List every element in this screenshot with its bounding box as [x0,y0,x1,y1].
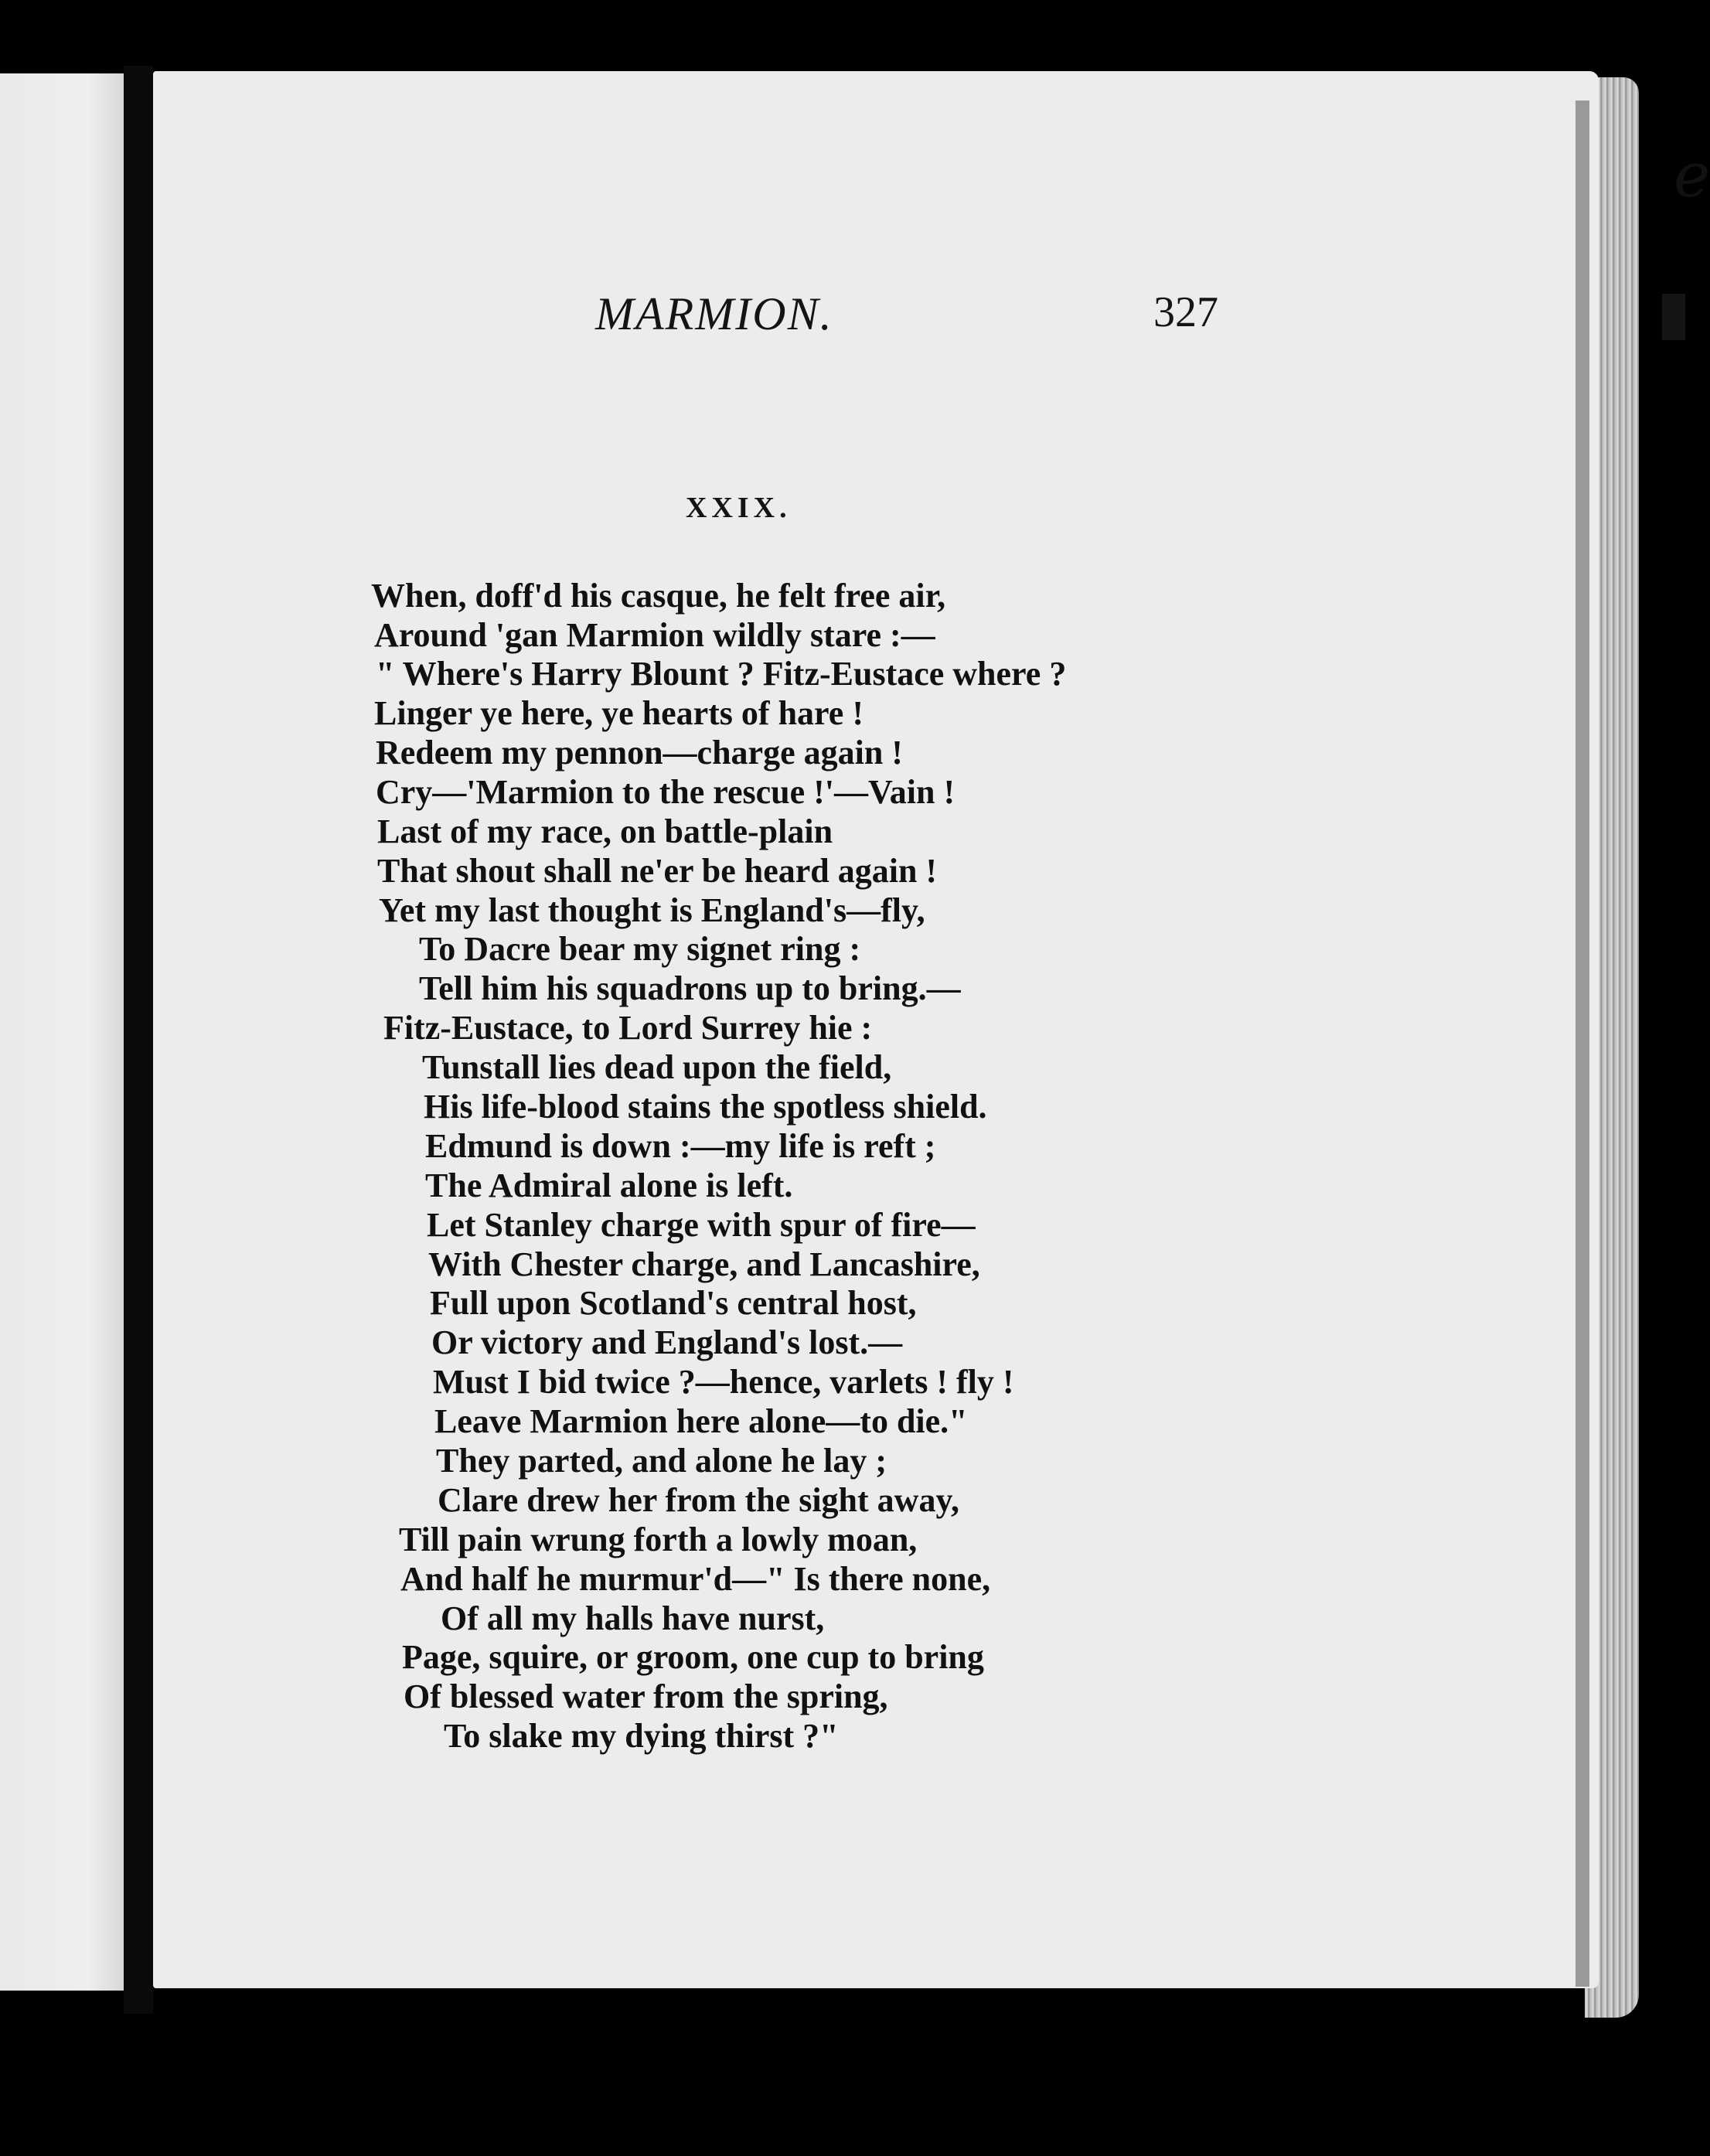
poem-line: Or victory and England's lost.— [431,1323,903,1361]
poem-line: Leave Marmion here alone—to die." [434,1402,968,1440]
poem-line: Linger ye here, ye hearts of hare ! [374,694,864,732]
poem-line: The Admiral alone is left. [425,1167,793,1204]
poem-line: Till pain wrung forth a lowly moan, [399,1521,918,1558]
poem-line: Must I bid twice ?—hence, varlets ! fly ! [433,1363,1014,1401]
poem-line: Tunstall lies dead upon the field, [422,1048,892,1086]
poem-line: Of all my halls have nurst, [441,1599,825,1637]
previous-page-edge [0,73,124,1991]
poem-line: Around 'gan Marmion wildly stare :— [374,616,935,654]
poem-line: Redeem my pennon—charge again ! [376,734,903,771]
poem-line: Fitz-Eustace, to Lord Surrey hie : [383,1009,873,1047]
poem-line: His life-blood stains the spotless shield. [424,1088,987,1126]
poem-line: Full upon Scotland's central host, [430,1284,917,1322]
edge-tab-mark [1662,294,1685,340]
poem-line: With Chester charge, and Lancashire, [428,1245,980,1283]
poem-line: Yet my last thought is England's—fly, [379,891,925,929]
poem-line: When, doff'd his casque, he felt free air, [371,577,946,615]
poem-line: Cry—'Marmion to the rescue !'—Vain ! [376,773,955,811]
poem-line: Tell him his squadrons up to bring.— [419,969,961,1007]
poem-line: They parted, and alone he lay ; [436,1442,887,1480]
poem-line: Edmund is down :—my life is reft ; [425,1127,936,1165]
poem-line: Clare drew her from the sight away, [438,1481,960,1519]
page-stack-shadow [1575,100,1589,1987]
poem-line: To slake my dying thirst ?" [444,1717,839,1755]
poem-line: Let Stanley charge with spur of fire— [427,1206,976,1244]
poem-line: Of blessed water from the spring, [404,1677,888,1715]
poem-line: That shout shall ne'er be heard again ! [377,852,938,890]
poem-line: " Where's Harry Blount ? Fitz-Eustace where ? [376,655,1067,693]
poem-line: To Dacre bear my signet ring : [419,930,861,968]
poem-line: And half he murmur'd—" Is there none, [400,1560,991,1598]
page-number: 327 [1153,288,1218,336]
poem-line: Last of my race, on battle-plain [377,812,833,850]
book-gutter [124,66,153,2014]
running-header-title: MARMION. [595,288,833,339]
section-heading: XXIX. [686,492,792,524]
edge-letter: e [1674,139,1710,211]
poem-line: Page, squire, or groom, one cup to bring [402,1638,984,1676]
